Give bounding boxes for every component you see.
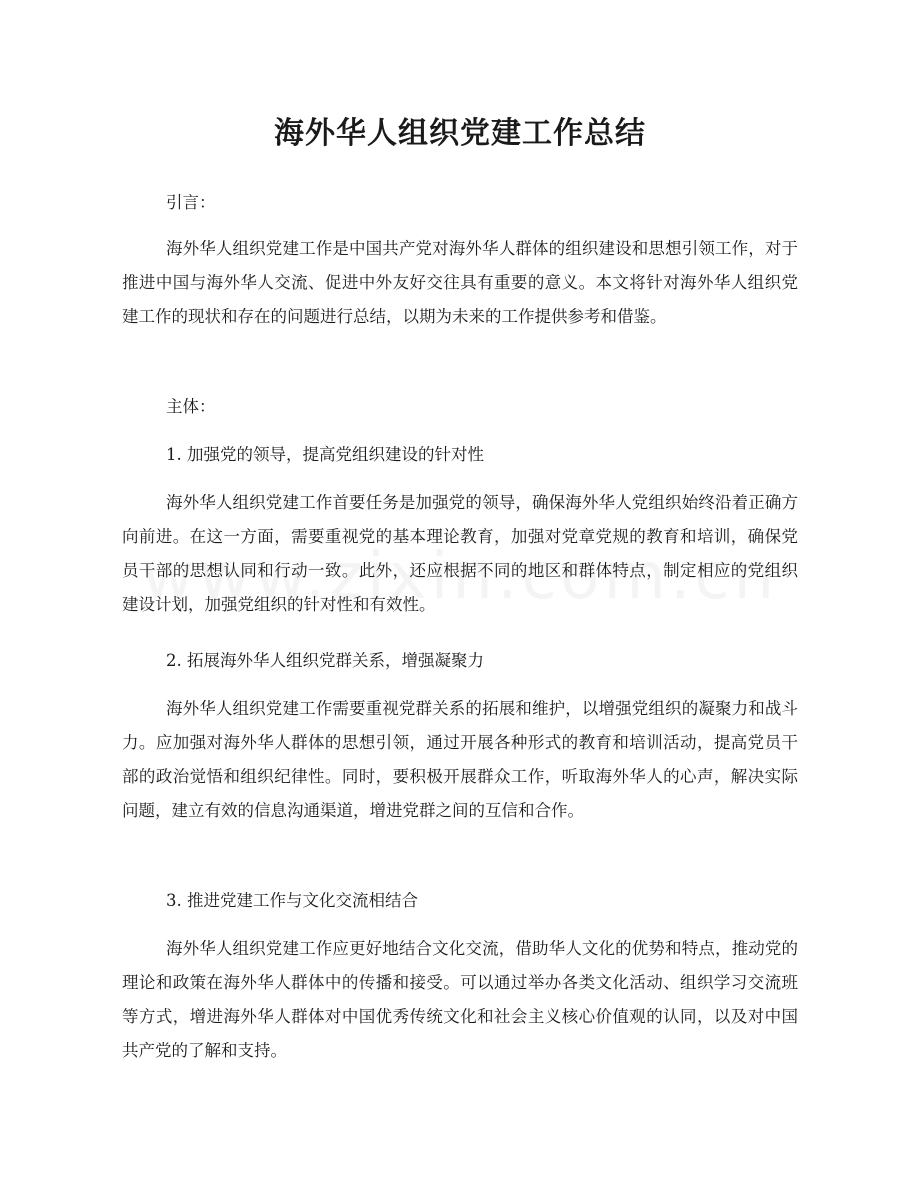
document-title: 海外华人组织党建工作总结 <box>274 116 646 151</box>
section-heading-2: 2. 拓展海外华人组织党群关系，增强凝聚力 <box>166 651 484 670</box>
section-heading-3: 3. 推进党建工作与文化交流相结合 <box>166 891 418 910</box>
section-paragraph-1: 海外华人组织党建工作首要任务是加强党的领导，确保海外华人党组织始终沿着正确方向前进。在这一方面，需要重视党的基本理论教育，加强对党章党规的教育和培训，确保党员干部的思想认同和行动一致。此外，还应根据不同的地区和群体特点，制定相应的党组织建设计划，加强党组织的针对性和有效性。 <box>122 493 798 614</box>
section-heading-1: 1. 加强党的领导，提高党组织建设的针对性 <box>166 445 484 464</box>
intro-paragraph: 海外华人组织党建工作是中国共产党对海外华人群体的组织建设和思想引领工作，对于推进中国与海外华人交流、促进中外友好交往具有重要的意义。本文将针对海外华人组织党建工作的现状和存在的问题进行总结，以期为未来的工作提供参考和借鉴。 <box>122 239 798 326</box>
body-heading: 主体： <box>166 397 216 416</box>
section-paragraph-2: 海外华人组织党建工作需要重视党群关系的拓展和维护，以增强党组织的凝聚力和战斗力。应加强对海外华人群体的思想引领，通过开展各种形式的教育和培训活动，提高党员干部的政治觉悟和组织纪律性。同时，要积极开展群众工作，听取海外华人的心声，解决实际问题，建立有效的信息沟通渠道，增进党群之间的互信和合作。 <box>122 699 798 820</box>
section-paragraph-3: 海外华人组织党建工作应更好地结合文化交流，借助华人文化的优势和特点，推动党的理论和政策在海外华人群体中的传播和接受。可以通过举办各类文化活动、组织学习交流班等方式，增进海外华人群体对中国优秀传统文化和社会主义核心价值观的认同，以及对中国共产党的了解和支持。 <box>122 939 798 1060</box>
intro-heading: 引言： <box>166 193 216 212</box>
